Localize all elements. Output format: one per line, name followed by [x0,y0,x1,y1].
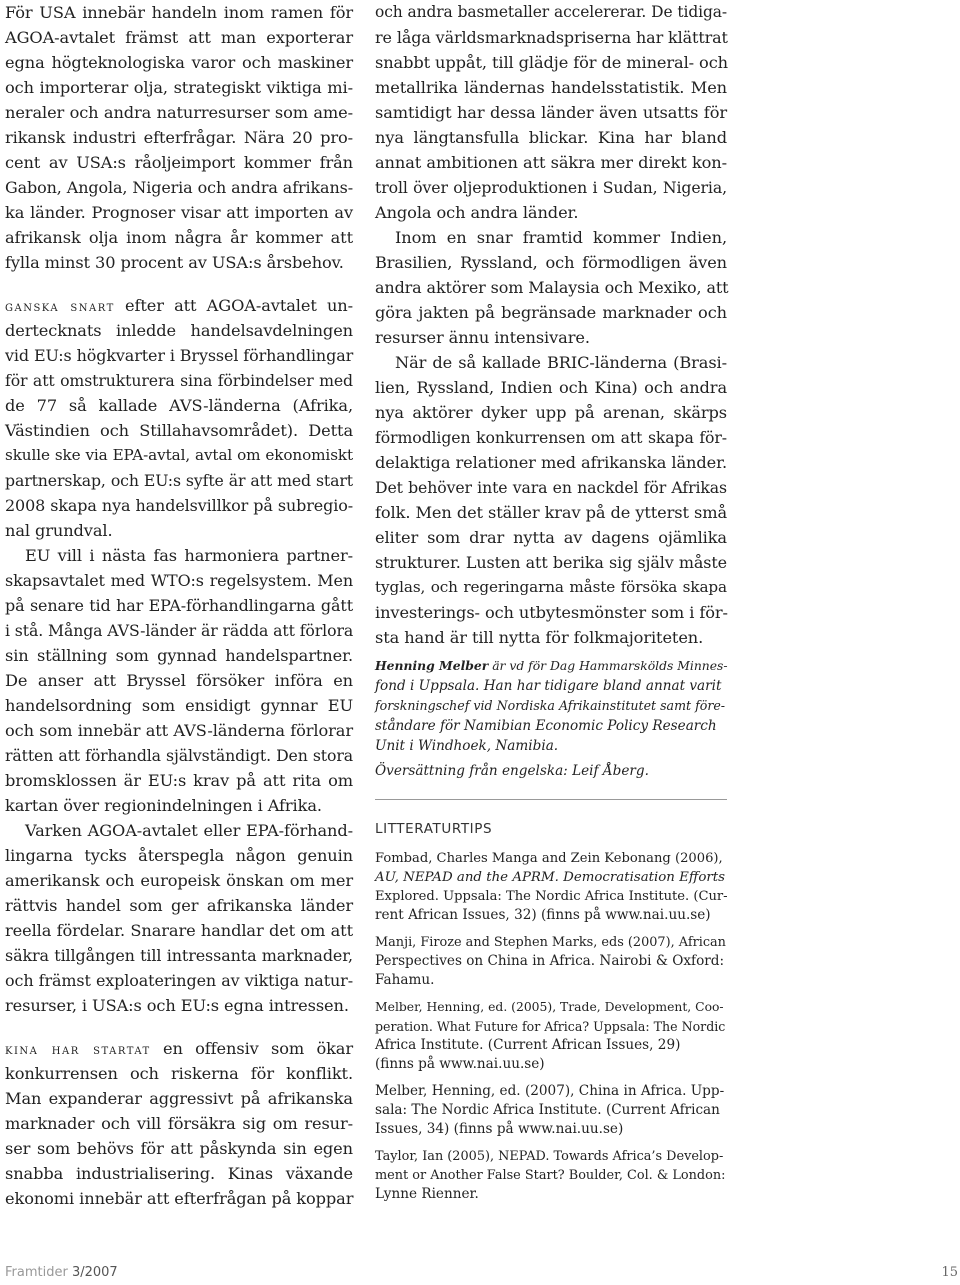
bio-line: ståndare för Namibian Economic Policy Research [375,718,717,734]
reference-line: Melber, Henning, ed. (2007), China in Africa. Upp- [375,1083,725,1099]
text-line: ekonomi innebär att efterfrågan på koppar [5,1189,354,1208]
text-line: troll över oljeproduktionen i Sudan, Nigeria, [375,178,727,197]
left-column [5,0,353,1211]
reference-item [375,849,727,925]
text-line: fylla minst 30 procent av USA:s årsbehov. [5,253,344,272]
section-lead: kina har startat [5,1042,151,1058]
text-line: afrikansk olja inom några år kommer att [5,228,353,247]
reference-line: (finns på www.nai.uu.se) [375,1056,545,1072]
text-line: lingarna tycks återspegla någon genuin [5,846,353,865]
paragraph-r3 [375,350,727,650]
text-line: neraler och andra naturresurser som ame- [5,103,353,122]
text-line: säkra tillgången till intressanta marknader, [5,946,353,965]
section-lead: ganska snart [5,299,115,315]
text-line: Inom en snar framtid kommer Indien, [395,228,727,247]
text-line: Gabon, Angola, Nigeria och andra afrikans- [5,178,353,197]
text-line: sin ställning som gynnad handelspartner. [5,646,353,665]
text-line: Angola och andra länder. [375,203,579,222]
text-line: samtidigt har dessa länder även utsatts för [375,103,727,122]
bio-line: fond i Uppsala. Han har tidigare bland annat varit [375,678,722,694]
page-footer [5,1265,960,1285]
issue-number: 3/2007 [71,1265,118,1280]
text-line: dertecknats inledde handelsavdelningen [5,321,353,340]
text-line: de 77 så kallade AVS-länderna (Afrika, [5,396,353,415]
reference-item [375,1082,727,1139]
text-line: rättvis handel som ger afrikanska länder [5,896,353,915]
text-line: metallrika ländernas handelsstatistik. Men [375,78,727,97]
text-line: resurser ännu intensivare. [375,328,590,347]
right-column [375,0,727,650]
text-line: kartan över regionindelningen i Afrika. [5,796,322,815]
text-line: delaktiga relationer med afrikanska länder. [375,453,727,472]
text-line: Brasilien, Ryssland, och förmodligen även [375,253,727,272]
text-line: vid EU:s högkvarter i Bryssel förhandlingar [5,346,354,365]
text-line: rikansk industri efterfrågar. Nära 20 pro- [5,128,353,147]
reference-line: AU, NEPAD and the APRM. Democratisation Efforts [375,870,725,885]
text-line: ser som behövs för att påskynda sin egen [5,1139,353,1158]
author-name: Henning Melber [375,658,489,673]
text-line: ka länder. Prognoser visar att importen av [5,203,353,222]
paragraph-2 [5,293,353,543]
text-line: och som innebär att AVS-länderna förlorar [5,721,353,740]
text-line: partnerskap, och EU:s syfte är att med start [5,471,353,490]
text-line: re låga världsmarknadspriserna har klättrat [375,28,728,47]
text-line: marknader och vill försäkra sig om resur- [5,1114,353,1133]
text-line: konkurrensen och riskerna för konflikt. [5,1064,353,1083]
paragraph-3 [5,543,353,818]
reference-line: Fombad, Charles Manga and Zein Kebonang (2006), [375,851,723,866]
text-line: Det behöver inte vara en nackdel för Afrikas [375,478,727,497]
text-line: EU vill i nästa fas harmoniera partner- [25,546,353,565]
text-line: tyglas, och regeringarna måste försöka skapa [375,578,727,596]
text-line: för att omstrukturera sina förbindelser med [5,371,353,390]
reference-line: sala: The Nordic Africa Institute. (Current African [375,1102,720,1118]
reference-line: ment or Another False Start? Boulder, Col. & London: [375,1168,726,1183]
text-line: resurser, i USA:s och EU:s egna intressen. [5,996,349,1015]
paragraph-5 [5,1036,353,1211]
text-line: bromsklossen är EU:s krav på att rita om [5,771,353,790]
text-line: skapsavtalet med WTO:s regelsystem. Men [5,571,353,590]
text-line: skulle ske via EPA-avtal, avtal om ekonomiskt [5,446,353,464]
reference-line: Taylor, Ian (2005), NEPAD. Towards Africa’s Develop- [375,1149,724,1164]
reference-line: Fahamu. [375,972,435,988]
reference-line: Africa Institute. (Current African Issues, 29) [375,1037,681,1053]
text-line: investerings- och utbytesmönster som i för- [375,603,728,622]
text-line: strukturer. Lusten att berika sig själv måste [375,553,727,572]
bio-line: forskningschef vid Nordiska Afrikainstitutet samt före- [375,698,726,713]
text-line: snabbt uppåt, till glädje för de mineral- och [375,53,728,72]
text-line: När de så kallade BRIC-länderna (Brasi- [395,353,727,372]
paragraph-r2 [375,225,727,350]
text-line: och främst exploateringen av viktiga natur- [5,971,353,990]
bio-line: Unit i Windhoek, Namibia. [375,738,559,754]
text-line: snabba industrialisering. Kinas växande [5,1164,353,1183]
literature-list [375,849,727,1212]
page-number: 15 [941,1265,958,1280]
reference-line: Lynne Rienner. [375,1186,479,1202]
reference-line: Manji, Firoze and Stephen Marks, eds (2007), African [375,935,726,950]
bio-line: Henning Melber är vd för Dag Hammarskölds Minnes- [375,658,728,673]
reference-item [375,998,727,1074]
text-line: annat ambitionen att säkra mer direkt kon- [375,153,727,172]
text-line: reella fördelar. Snarare handlar det om att [5,921,353,940]
text-line: Västindien och Stillahavsområdet). Detta [5,421,353,440]
text-line: sta hand är till nytta för folkmajoriteten. [375,628,704,647]
text-line: nya längtansfulla blickar. Kina har bland [375,128,727,147]
reference-line: Issues, 34) (finns på www.nai.uu.se) [375,1121,624,1137]
paragraph-r1 [375,0,727,225]
text-line: AGOA-avtalet främst att man exporterar [5,28,353,47]
text-line: Varken AGOA-avtalet eller EPA-förhand- [25,821,353,840]
text-line: egna högteknologiska varor och maskiner [5,53,353,72]
text-line: nya aktörer dyker upp på arenan, skärps [375,403,727,422]
text-line: på senare tid har EPA-förhandlingarna gått [5,596,353,615]
translation-credit: Översättning från engelska: Leif Åberg. [375,763,649,779]
text-line: kina har startat en offensiv som ökar [5,1039,353,1058]
reference-line: rent African Issues, 32) (finns på www.nai.uu.se) [375,907,711,923]
reference-item [375,1147,727,1204]
text-line: göra jakten på begränsade marknader och [375,303,727,322]
text-line: lien, Ryssland, Indien och Kina) och andra [375,378,727,397]
magazine-name: Framtider [5,1265,68,1280]
text-line: Man expanderar aggressivt på afrikanska [5,1089,353,1108]
magazine-info [5,1265,118,1280]
text-line: förmodligen konkurrensen om att skapa för- [375,428,727,447]
text-line: handelsordning som ensidigt gynnar EU [5,696,353,715]
author-bio [375,656,727,781]
paragraph-4 [5,818,353,1018]
text-line: För USA innebär handeln inom ramen för [5,3,353,22]
text-line: 2008 skapa nya handelsvillkor på subregio- [5,496,353,515]
reference-line: Perspectives on China in Africa. Nairobi & Oxford: [375,953,725,969]
text-line: folk. Men det ställer krav på de ytterst små [375,503,727,522]
divider [375,799,727,800]
text-line: De anser att Bryssel försöker införa en [5,671,353,690]
text-line: amerikansk och europeisk önskan om mer [5,871,353,890]
reference-item [375,933,727,990]
text-line: eliter som drar nytta av dagens ojämlika [375,528,727,547]
paragraph-1 [5,0,353,275]
text-line: cent av USA:s råoljeimport kommer från [5,153,353,172]
text-line: rätten att förhandla självständigt. Den stora [5,746,353,765]
text-line: och importerar olja, strategiskt viktiga mi- [5,78,353,97]
text-line: i stå. Många AVS-länder är rädda att förlora [5,621,354,640]
text-line: andra aktörer som Malaysia och Mexiko, att [375,278,729,297]
reference-line: Explored. Uppsala: The Nordic Africa Institute. (Cur- [375,889,728,904]
text-line: nal grundval. [5,521,113,540]
literature-heading: LITTERATURTIPS [375,821,493,837]
reference-line: peration. What Future for Africa? Uppsala: The Nordic [375,1019,726,1034]
reference-line: Melber, Henning, ed. (2005), Trade, Development, Coo- [375,1000,724,1014]
text-line: ganska snart efter att AGOA-avtalet un- [5,296,353,315]
text-line: och andra basmetaller accelererar. De tidiga- [375,3,727,21]
